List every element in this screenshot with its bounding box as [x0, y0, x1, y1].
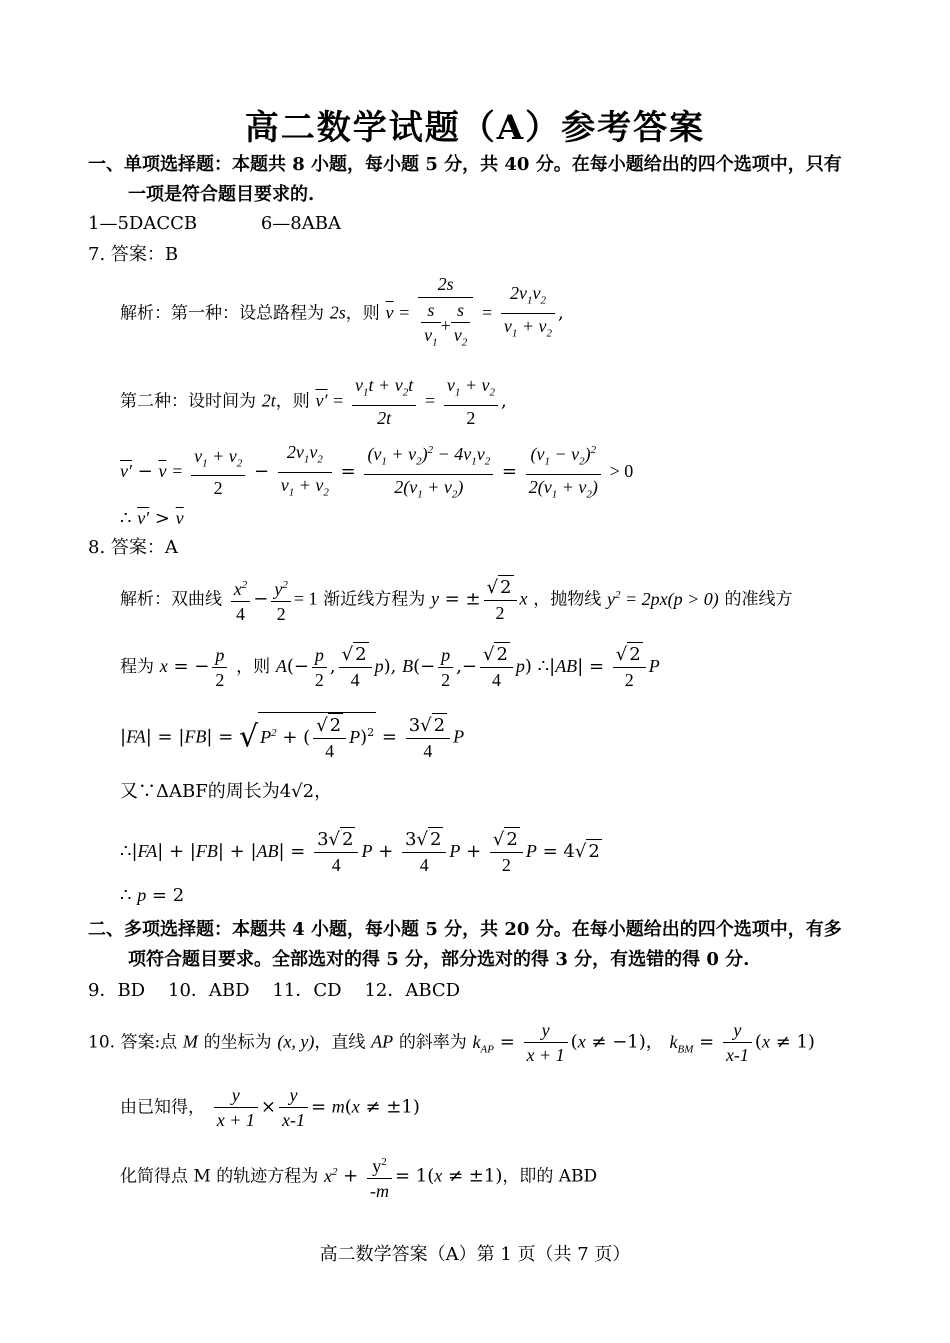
- q10-slope: 的斜率为: [398, 1032, 467, 1053]
- section1-heading-line1: 一、单项选择题：本题共 8 小题，每小题 5 分，共 40 分。在每小题给出的四个选项中，只有: [88, 154, 842, 175]
- q8-text2: 渐近线方程为: [323, 589, 426, 610]
- q10-intro: 10. 答案:点: [88, 1032, 178, 1053]
- section2-heading-line2: 项符合题目要求。全部选对的得 5 分，部分选对的得 3 分，有选错的得 0 分.: [128, 949, 750, 970]
- q7-conclusion: ∴ $v' > \overline{v}$: [120, 508, 184, 529]
- q8-text1: 解析：双曲线: [120, 589, 222, 610]
- q7-solution-1: 解析：第一种：设总路程为 2s，则 $\overline{v}$ = 2s $\frac{s}{v_1}$ + $\frac{s}{v_2}$ = $\frac{2v_1v_2}{v_1 + v_2}$ ,: [120, 272, 564, 355]
- answers-1-5: 1—5DACCB: [88, 213, 198, 234]
- q7-frac-1: 2s $\frac{s}{v_1}$ + $\frac{s}{v_2}$: [418, 272, 473, 355]
- answers-6-8: 6—8ABA: [260, 213, 341, 234]
- q10-coord: 的坐标为: [203, 1032, 272, 1053]
- q8-text4: 的准线方: [724, 589, 793, 610]
- q8-solution-line1: 解析：双曲线 $\frac{x^2}{4}$ − $\frac{y^2}{2}$ = 1 渐近线方程为 y = ± $\frac{√ 2}{2}$ x ，抛物线 $y^2 = 2px(p > 0)$ 的准线方: [120, 573, 792, 626]
- multi-choice-answers: 9．BD 10．ABD 11．CD 12．ABCD: [88, 980, 461, 1001]
- q10-line2: 由已知得， $\frac{y}{x + 1}$ × $\frac{y}{x-1}$ = m(x ≠ ±1): [120, 1085, 420, 1130]
- q10-conclude: ，即的 ABD: [502, 1166, 598, 1187]
- q10-line3: 化简得点 M 的轨迹方程为 $x^2$ + $\frac{y^2}{-m}$ = 1(x ≠ ±1)，即的 ABD: [120, 1150, 597, 1203]
- q10-known: 由已知得，: [120, 1097, 205, 1118]
- q7-sol1-mid: ，则: [345, 303, 380, 324]
- q8-answer: 8. 答案：A: [88, 537, 178, 558]
- q8-result: ∴ p = 2: [120, 885, 185, 906]
- q10-line-ap: ，直线: [314, 1032, 366, 1053]
- q8-solution-sum: ∴|FA| + |FB| + |AB| = $\frac{3√ 2}{4}$ P + $\frac{3√ 2}{4}$ P + $\frac{√ 2}{2}$ P = 4√ 2: [120, 829, 600, 875]
- q7-sol2-mid: ，则: [275, 391, 310, 412]
- section2-heading: [88, 915, 878, 975]
- q8-text3: ，抛物线: [533, 589, 602, 610]
- q7-sol1-label: 解析：第一种：设总路程为: [120, 303, 324, 324]
- q8-text6: ，则: [236, 657, 271, 677]
- q8-text5: 程为: [120, 657, 154, 677]
- q7-answer: 7. 答案：B: [88, 244, 179, 265]
- page-footer: 高二数学答案（A）第 1 页（共 7 页）: [319, 1244, 631, 1265]
- q10-simplify: 化简得点 M 的轨迹方程为: [120, 1166, 319, 1187]
- single-choice-answers: [88, 212, 341, 236]
- page-title: 高二数学试题（A）参考答案: [244, 108, 706, 148]
- q7-frac-2: $\frac{2v_1v_2}{v_1 + v_2}$: [501, 281, 555, 345]
- q8-solution-line3: |FA| = |FB| = √ $P^2$ + ( $\frac{√ 2}{4}$ P)$^2$ = $\frac{3√ 2}{4}$ P: [120, 712, 464, 763]
- section2-heading-line1: 二、多项选择题：本题共 4 小题，每小题 5 分，共 20 分。在每小题给出的四个选项中，有多: [88, 919, 842, 940]
- q7-sol2-label: 第二种：设时间为: [120, 391, 256, 412]
- q10-line1: 10. 答案:点 M 的坐标为 (x, y)，直线 AP 的斜率为 $k_{AP}$ = $\frac{y}{x + 1}$ (x ≠ −1)， $k_{BM}$ = $\frac{y}{x-1}$ (x ≠ 1): [88, 1020, 815, 1065]
- q8-perimeter: 又∵ΔABF的周长为4√2，: [120, 781, 333, 802]
- q8-solution-line2: 程为 x = − $\frac{p}{2}$ ，则 A(− $\frac{p}{2}$ , $\frac{√ 2}{4}$ p), B(− $\frac{p}{2}$ ,− $\frac{√ 2}{4}$ p) ∴|AB| = $\frac{√ 2}{2}$ P: [120, 644, 660, 690]
- section1-heading-line2: 一项是符合题目要求的.: [128, 184, 315, 205]
- q7-difference: $v' - \overline{v}$ = $\frac{v_1 + v_2}{2}$ − $\frac{2v_1v_2}{v_1 + v_2}$ = $\frac{(v_1 + v_2)^2 - 4v_1v_2}{2(v_1 + v_2)}$ = $\frac{(v_1 - v_2)^2}{2(v_1 + v_2)}$ > 0: [120, 438, 633, 506]
- q7-solution-2: 第二种：设时间为 2t，则 v′ = $\frac{v_1t + v_2t}{2t}$ = $\frac{v_1 + v_2}{2}$ ,: [120, 375, 507, 428]
- section1-heading: [88, 150, 878, 210]
